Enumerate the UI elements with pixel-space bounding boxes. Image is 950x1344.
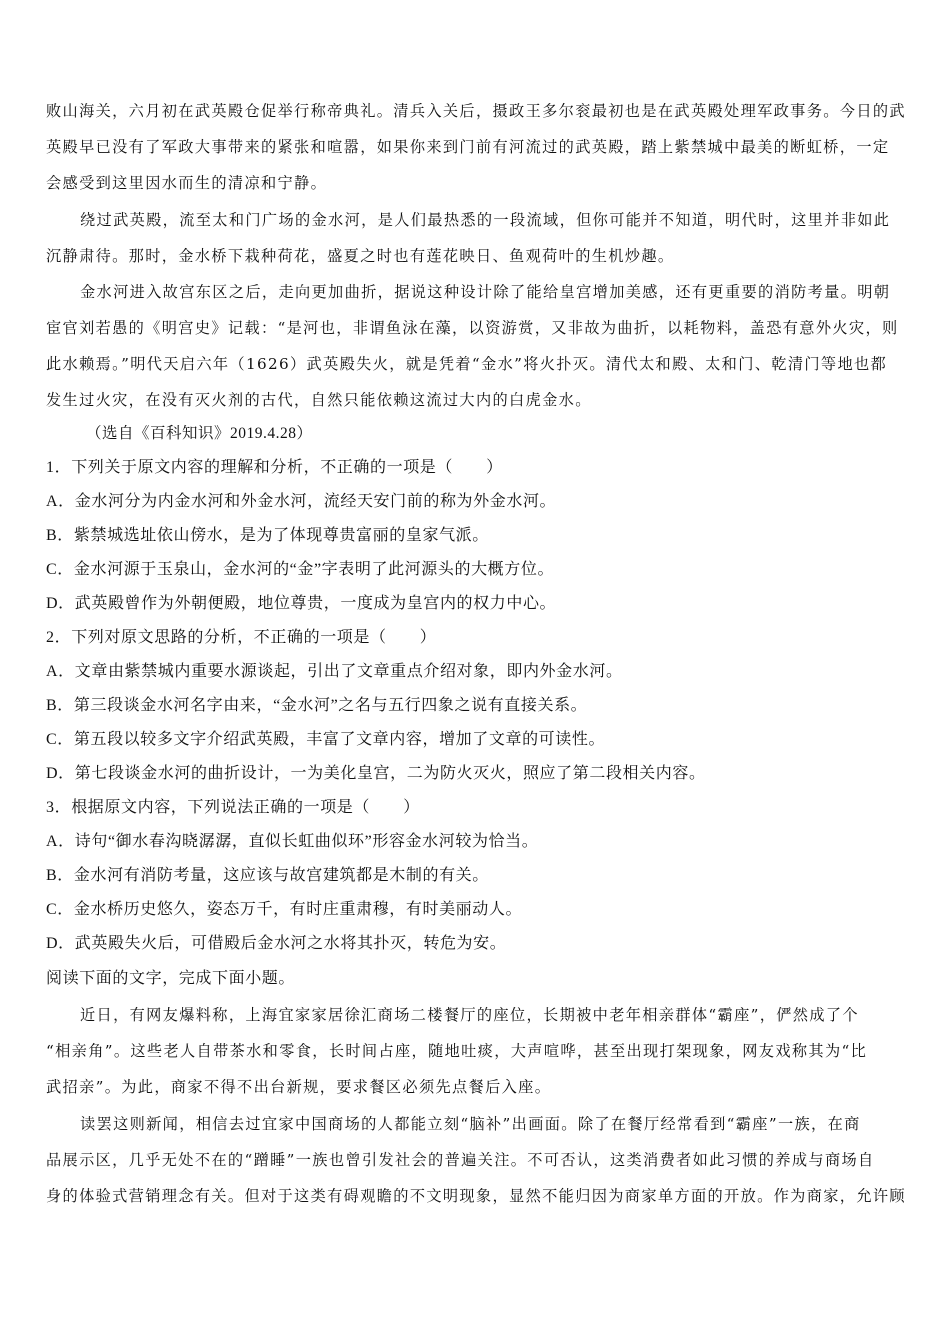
question-2-option-a: A．文章由紫禁城内重要水源谈起，引出了文章重点介绍对象，即内外金水河。 bbox=[46, 663, 623, 680]
passage1-paragraph-fire-prevention bbox=[46, 274, 906, 418]
question-3-option-a: A．诗句“御水春沟晓潺潺，直似长虹曲似环”形容金水河较为恰当。 bbox=[46, 833, 539, 850]
text-line: 读罢这则新闻，相信去过宜家中国商场的人都能立刻“脑补”出画面。除了在餐厅经常看到“霸座”一族，在商 bbox=[80, 1115, 861, 1133]
text-line: 宦官刘若愚的《明宫史》记载：“是河也，非谓鱼泳在藻，以资游赏，又非故为曲折，以耗物料，盖恐有意外火灾，则 bbox=[46, 319, 899, 337]
text-line: 金水河进入故宫东区之后，走向更加曲折，据说这种设计除了能给皇宫增加美感，还有更重要的消防考量。明朝 bbox=[80, 283, 891, 301]
text-line: 此水赖焉。”明代天启六年（1626）武英殿失火，就是凭着“金水”将火扑灭。清代太和殿、太和门、乾清门等地也都 bbox=[46, 355, 888, 373]
question-1-option-d: D．武英殿曾作为外朝便殿，地位尊贵，一度成为皇宫内的权力中心。 bbox=[46, 595, 557, 612]
question-3-option-c: C．金水桥历史悠久，姿态万千，有时庄重肃穆，有时美丽动人。 bbox=[46, 901, 523, 918]
passage1-paragraph-taihe-gate bbox=[46, 202, 906, 274]
text-line: 英殿早已没有了军政大事带来的紧张和喧嚣，如果你来到门前有河流过的武英殿，踏上紫禁城中最美的断虹桥，一定 bbox=[46, 138, 890, 156]
passage2-paragraph-news bbox=[46, 997, 906, 1105]
passage1-paragraph-wuying-hall bbox=[46, 93, 906, 201]
question-2-option-b: B．第三段谈金水河名字由来，“金水河”之名与五行四象之说有直接关系。 bbox=[46, 697, 588, 714]
text-line: 武招亲”。为此，商家不得不出台新规，要求餐区必须先点餐后入座。 bbox=[46, 1078, 552, 1096]
question-1-stem: 1．下列关于原文内容的理解和分析，不正确的一项是（ ） bbox=[46, 459, 503, 476]
text-line: 败山海关，六月初在武英殿仓促举行称帝典礼。清兵入关后，摄政王多尔衮最初也是在武英殿处理军政事务。今日的武 bbox=[46, 102, 906, 120]
passage2-paragraph-commentary bbox=[46, 1106, 906, 1214]
text-line: 会感受到这里因水而生的清凉和宁静。 bbox=[46, 174, 328, 192]
text-line: 品展示区，几乎无处不在的“蹭睡”一族也曾引发社会的普遍关注。不可否认，这类消费者如此习惯的养成与商场自 bbox=[46, 1151, 875, 1169]
text-line: 绕过武英殿，流至太和门广场的金水河，是人们最热悉的一段流域，但你可能并不知道，明代时，这里并非如此 bbox=[80, 211, 891, 229]
text-line: 近日，有网友爆料称，上海宜家家居徐汇商场二楼餐厅的座位，长期被中老年相亲群体“霸座”，俨然成了个 bbox=[80, 1006, 859, 1024]
question-2-stem: 2．下列对原文思路的分析，不正确的一项是（ ） bbox=[46, 629, 437, 646]
question-3-option-d: D．武英殿失火后，可借殿后金水河之水将其扑灭，转危为安。 bbox=[46, 935, 507, 952]
question-3-stem: 3．根据原文内容，下列说法正确的一项是（ ） bbox=[46, 799, 420, 816]
question-1-option-c: C．金水河源于玉泉山，金水河的“金”字表明了此河源头的大概方位。 bbox=[46, 561, 555, 578]
text-line: 身的体验式营销理念有关。但对于这类有碍观瞻的不文明现象，显然不能归因为商家单方面的开放。作为商家，允许顾 bbox=[46, 1187, 906, 1205]
reading-instruction: 阅读下面的文字，完成下面小题。 bbox=[46, 970, 296, 987]
question-1-option-a: A．金水河分为内金水河和外金水河，流经天安门前的称为外金水河。 bbox=[46, 493, 557, 510]
text-line: 沉静肃待。那时，金水桥下栽种荷花，盛夏之时也有莲花映日、鱼观荷叶的生机炒趣。 bbox=[46, 247, 675, 265]
text-line: 发生过火灾，在没有灭火剂的古代，自然只能依赖这流过大内的白虎金水。 bbox=[46, 391, 592, 409]
passage1-source: （选自《百科知识》2019.4.28） bbox=[86, 425, 313, 442]
question-2-option-d: D．第七段谈金水河的曲折设计，一为美化皇宫，二为防火灭火，照应了第二段相关内容。 bbox=[46, 765, 706, 782]
text-line: “相亲角”。这些老人自带茶水和零食，长时间占座，随地吐痰，大声喧哗，甚至出现打架现象，网友戏称其为“比 bbox=[46, 1042, 868, 1060]
question-2-option-c: C．第五段以较多文字介绍武英殿，丰富了文章内容，增加了文章的可读性。 bbox=[46, 731, 606, 748]
question-3-option-b: B．金水河有消防考量，这应该与故宫建筑都是木制的有关。 bbox=[46, 867, 489, 884]
question-1-option-b: B．紫禁城选址依山傍水，是为了体现尊贵富丽的皇家气派。 bbox=[46, 527, 489, 544]
